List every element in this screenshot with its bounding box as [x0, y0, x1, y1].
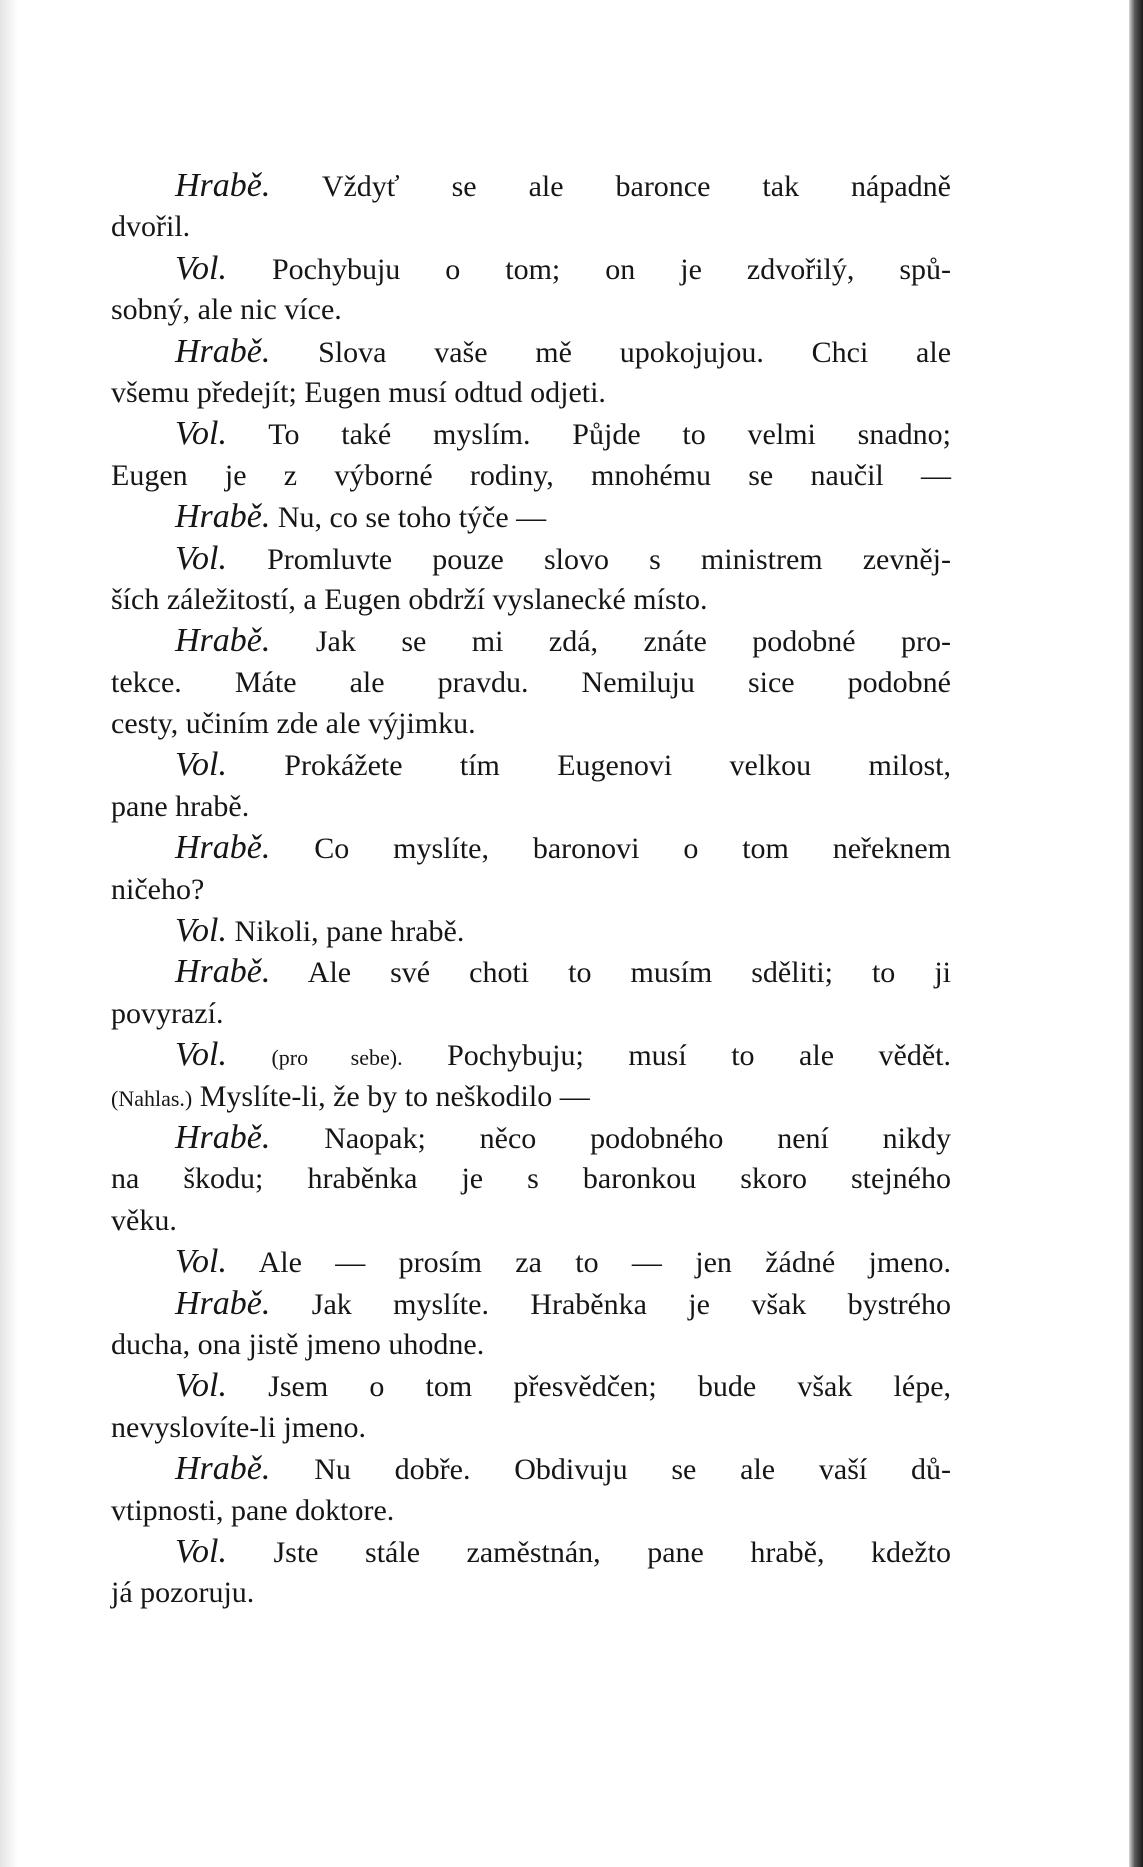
text-line: [111, 248, 951, 289]
line-text: já pozoruju.: [111, 1576, 255, 1610]
stage-direction: (pro sebe).: [271, 1045, 403, 1071]
speaker-name: Vol.: [175, 539, 227, 577]
speaker-name: Hrabě.: [175, 622, 271, 660]
line-text: ducha, ona jistě jmeno uhodne.: [111, 1327, 485, 1361]
line-text: pane hrabě.: [111, 789, 250, 823]
speaker-name: Hrabě.: [175, 1284, 271, 1322]
text-line: [111, 951, 951, 992]
text-line: [111, 289, 951, 330]
line-text: Eugen je z výborné rodiny, mnohému se naučil —: [111, 458, 951, 492]
text-line: [111, 1572, 951, 1613]
line-text: nevyslovíte-li jmeno.: [111, 1410, 366, 1444]
text-line: [111, 786, 951, 827]
text-line: [111, 662, 951, 703]
speaker-name: Hrabě.: [175, 332, 271, 370]
speaker-name: Hrabě.: [175, 829, 271, 867]
text-line: [111, 331, 951, 372]
speaker-name: Hrabě.: [175, 1118, 271, 1156]
line-text: Jste stále zaměstnán, pane hrabě, kdežto: [273, 1535, 951, 1569]
text-line: [111, 1407, 951, 1448]
text-line: [111, 703, 951, 744]
line-text: Ale — prosím za to — jen žádné jmeno.: [258, 1246, 951, 1280]
line-text: Nu dobře. Obdivuju se ale vaší dů-: [314, 1453, 952, 1487]
speaker-name: Vol.: [175, 415, 227, 453]
speaker-name: Hrabě.: [175, 1450, 271, 1488]
line-text: Jak se mi zdá, znáte podobné pro-: [315, 625, 952, 659]
line-text: cesty, učiním zde ale výjimku.: [111, 707, 476, 741]
text-line: [111, 455, 951, 496]
line-text: na škodu; hraběnka je s baronkou skoro stejného: [111, 1162, 951, 1196]
speaker-name: Vol.: [175, 1243, 227, 1281]
text-line: [111, 1448, 951, 1489]
line-text: Ale své choti to musím sděliti; to ji: [307, 956, 951, 990]
text-line: [111, 869, 951, 910]
line-text: ničeho?: [111, 872, 205, 906]
text-line: [111, 206, 951, 247]
text-line: [111, 1324, 951, 1365]
line-text: Jsem o tom přesvědčen; bude však lépe,: [268, 1370, 952, 1404]
text-line: [111, 496, 951, 537]
text-line: [111, 1365, 951, 1406]
speaker-name: Vol.: [175, 249, 227, 287]
text-line: [111, 993, 951, 1034]
text-line: [111, 827, 951, 868]
speaker-name: Hrabě.: [175, 498, 271, 536]
page-right-edge: [1129, 0, 1143, 1867]
line-text: ších záležitostí, a Eugen obdrží vyslanecké místo.: [111, 582, 708, 616]
line-text: Vždyť se ale baronce tak nápadně: [321, 170, 951, 203]
line-text: Pochybuju; musí to ale vědět.: [447, 1039, 952, 1073]
line-text: Nu, co se toho týče —: [277, 501, 547, 535]
line-text: tekce. Máte ale pravdu. Nemiluju sice podobné: [111, 665, 951, 699]
line-text: Co myslíte, baronovi o tom neřeknem: [314, 832, 952, 866]
text-line: [111, 1241, 951, 1282]
text-line: [111, 1034, 951, 1075]
line-text: povyrazí.: [111, 996, 224, 1030]
speaker-name: Vol.: [175, 1036, 227, 1074]
line-text: dvořil.: [111, 210, 191, 244]
text-line: [111, 620, 951, 661]
speaker-name: Vol.: [175, 746, 227, 784]
text-line: [111, 1490, 951, 1531]
text-line: [111, 1200, 951, 1241]
page-left-shade: [0, 0, 18, 1867]
text-line: [111, 1076, 951, 1117]
speaker-name: Hrabě.: [175, 167, 271, 204]
line-text: To také myslím. Půjde to velmi snadno;: [268, 418, 951, 452]
line-text: Nikoli, pane hrabě.: [234, 915, 465, 949]
line-text: Naopak; něco podobného není nikdy: [324, 1121, 952, 1155]
text-line: [111, 1531, 951, 1572]
text-line: [111, 413, 951, 454]
speaker-name: Vol.: [175, 912, 227, 950]
text-line: [111, 579, 951, 620]
text-line: [111, 744, 951, 785]
line-text: Slova vaše mě upokojujou. Chci ale: [318, 335, 952, 369]
line-text: Jak myslíte. Hraběnka je však bystrého: [311, 1287, 951, 1321]
text-line: [111, 372, 951, 413]
line-text: vtipnosti, pane doktore.: [111, 1493, 395, 1527]
line-text: sobný, ale nic více.: [111, 293, 342, 327]
text-line: [111, 1283, 951, 1324]
text-line: [111, 1117, 951, 1158]
line-text: věku.: [111, 1203, 177, 1237]
text-line: [111, 910, 951, 951]
text-line: [111, 165, 951, 206]
stage-direction: (Nahlas.): [111, 1085, 193, 1111]
text-line: [111, 1158, 951, 1199]
line-text: Pochybuju o tom; on je zdvořilý, spů-: [271, 252, 952, 286]
line-text: Promluvte pouze slovo s ministrem zevněj-: [267, 542, 951, 576]
line-text: Prokážete tím Eugenovi velkou milost,: [284, 749, 951, 783]
text-line: [111, 538, 951, 579]
line-text: Myslíte-li, že by to neškodilo —: [199, 1079, 590, 1113]
speaker-name: Vol.: [175, 1367, 227, 1405]
speaker-name: Vol.: [175, 1532, 227, 1570]
speaker-name: Hrabě.: [175, 953, 271, 991]
line-text: všemu předejít; Eugen musí odtud odjeti.: [111, 375, 606, 409]
dialogue-text: [111, 165, 951, 1614]
